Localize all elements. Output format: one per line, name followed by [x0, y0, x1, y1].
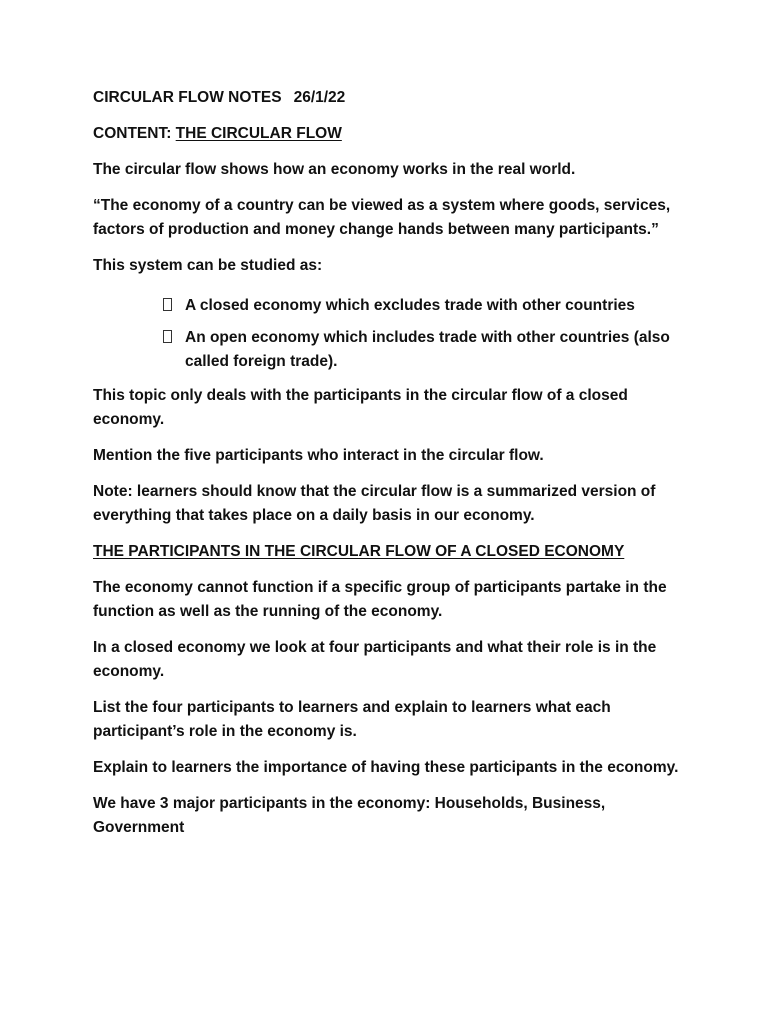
- title-date: 26/1/22: [293, 89, 346, 106]
- content-label: CONTENT:: [93, 125, 172, 142]
- bullet-list: [93, 294, 693, 374]
- paragraph-11: We have 3 major participants in the economy: Households, Business, Government: [93, 795, 606, 836]
- missing-glyph-icon: [163, 298, 172, 311]
- content-value: THE CIRCULAR FLOW: [175, 125, 342, 142]
- bullet-text: A closed economy which excludes trade with other countries: [185, 297, 635, 314]
- document-title: [93, 86, 693, 110]
- paragraph-7: The economy cannot function if a specific group of participants partake in the function as well as the running of the economy.: [93, 579, 667, 620]
- note-paragraph: Note: learners should know that the circular flow is a summarized version of everything that takes place on a daily basis in our economy.: [93, 483, 656, 524]
- bullet-text: An open economy which includes trade with other countries (also called foreign trade).: [185, 329, 670, 370]
- title-text: CIRCULAR FLOW NOTES: [93, 89, 282, 106]
- paragraph-10: Explain to learners the importance of having these participants in the economy.: [93, 759, 679, 776]
- section-heading: THE PARTICIPANTS IN THE CIRCULAR FLOW OF A CLOSED ECONOMY: [93, 543, 625, 560]
- paragraph-8: In a closed economy we look at four participants and what their role is in the economy.: [93, 639, 657, 680]
- document-page: [93, 86, 693, 852]
- list-item: [93, 294, 693, 318]
- paragraph-4: This topic only deals with the participants in the circular flow of a closed economy.: [93, 387, 628, 428]
- paragraph-9: List the four participants to learners and explain to learners what each participant’s role in the economy is.: [93, 699, 611, 740]
- paragraph-1: The circular flow shows how an economy works in the real world.: [93, 161, 576, 178]
- content-line: [93, 122, 693, 146]
- paragraph-3: This system can be studied as:: [93, 257, 323, 274]
- missing-glyph-icon: [163, 330, 172, 343]
- paragraph-5: Mention the five participants who interact in the circular flow.: [93, 447, 544, 464]
- list-item: [93, 326, 693, 374]
- quote-paragraph: “The economy of a country can be viewed as a system where goods, services, factors of production and money change hands between many participants.”: [93, 197, 671, 238]
